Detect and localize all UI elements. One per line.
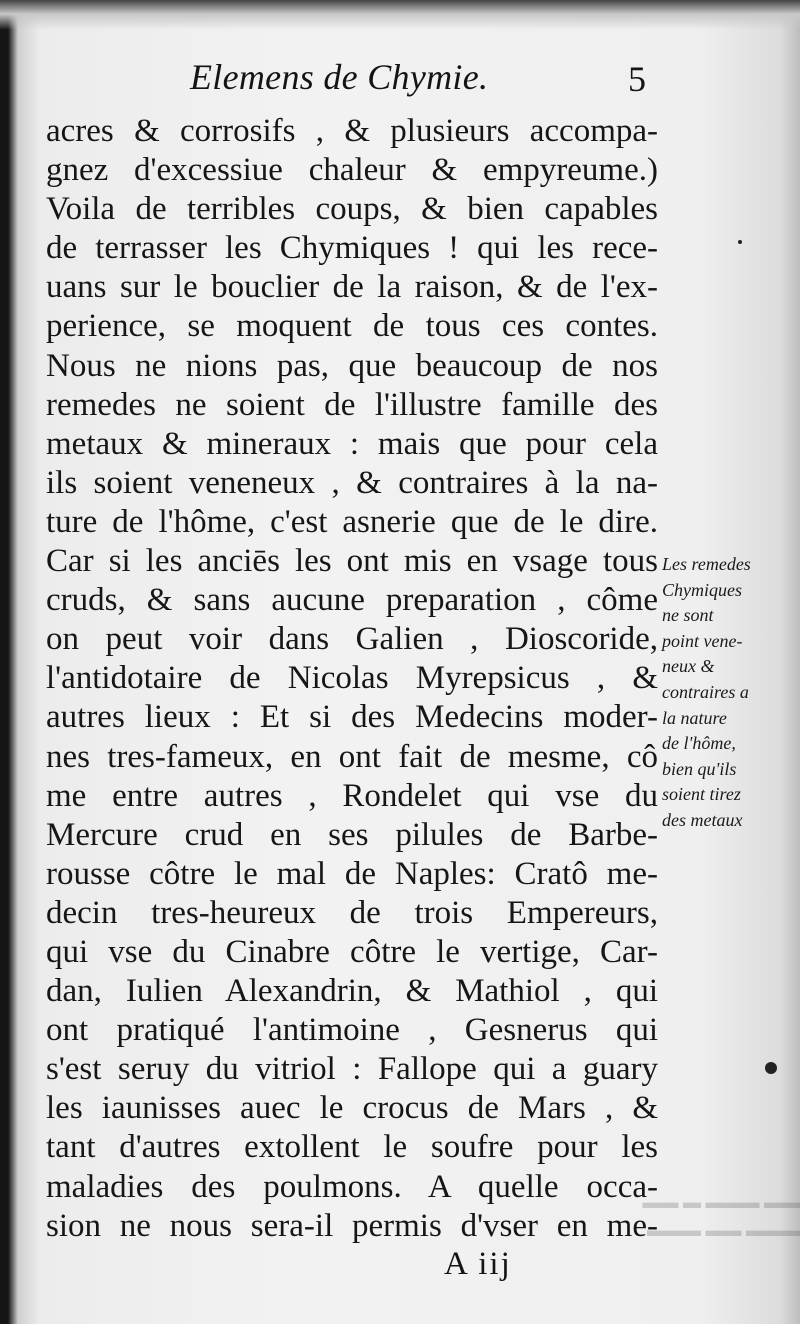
text-line: tant d'autres extollent le soufre pour les [46, 1129, 658, 1166]
text-line: me entre autres , Rondelet qui vse du [46, 777, 658, 814]
marginal-note-line: Chymiques [662, 579, 742, 600]
running-title: Elemens de Chymie. [190, 57, 489, 97]
text-line: Car si les anciēs les ont mis en vsage tous [46, 543, 658, 580]
page-header [0, 56, 800, 106]
text-line: qui vse du Cinabre côtre le vertige, Car- [46, 933, 658, 970]
text-line: l'antidotaire de Nicolas Myrepsicus , & [46, 660, 658, 697]
marginal-note-line: bien qu'ils [662, 758, 737, 779]
show-through-text: ▬▬ ▬▬▬ ▬ ▬▬ ▬▬▬ ▬▬ ▬▬▬ [642, 1192, 800, 1240]
text-line: ont pratiqué l'antimoine , Gesnerus qui [46, 1012, 658, 1049]
text-line: cruds, & sans aucune preparation , côme [46, 582, 658, 619]
ink-spot [765, 1062, 777, 1074]
text-line: Nous ne nions pas, que beaucoup de nos [46, 347, 658, 384]
marginal-note-line: ne sont [662, 605, 714, 626]
text-line: perience, se moquent de tous ces contes. [46, 308, 658, 345]
signature-mark: A iij [444, 1246, 512, 1282]
text-line: Mercure crud en ses pilules de Barbe- [46, 816, 658, 853]
marginal-note-line: point vene- [662, 630, 743, 651]
page-number: 5 [628, 59, 646, 99]
text-line: s'est seruy du vitriol : Fallope qui a guary [46, 1051, 658, 1088]
text-line: acres & corrosifs , & plusieurs accompa- [46, 113, 658, 149]
marginal-note-line: neux & [662, 656, 715, 677]
text-line: les iaunisses auec le crocus de Mars , & [46, 1090, 658, 1127]
text-line: ils soient veneneux , & contraires à la na- [46, 464, 658, 501]
marginal-note-line: la nature [662, 707, 727, 728]
text-line: autres lieux : Et si des Medecins moder- [46, 699, 658, 736]
text-line: on peut voir dans Galien , Dioscoride, [46, 621, 658, 658]
text-line: dan, Iulien Alexandrin, & Mathiol , qui [46, 973, 658, 1010]
text-line: gnez d'excessiue chaleur & empyreume.) [46, 152, 658, 189]
marginal-note-line: Les remedes [662, 554, 751, 574]
text-line: metaux & mineraux : mais que pour cela [46, 425, 658, 462]
text-line: sion ne nous sera-il permis d'vser en me- [46, 1207, 658, 1244]
text-line: remedes ne soient de l'illustre famille des [46, 386, 658, 423]
marginal-note [662, 552, 784, 834]
ink-spot [738, 240, 742, 244]
marginal-note-line: de l'hôme, [662, 733, 736, 754]
text-line: uans sur le bouclier de la raison, & de l'ex- [46, 269, 658, 306]
main-text-block [46, 112, 658, 1246]
text-line: decin tres-heureux de trois Empereurs, [46, 894, 658, 931]
marginal-note-line: contraires a [662, 681, 749, 702]
marginal-note-line: soient tirez [662, 784, 741, 805]
text-line: nes tres-fameux, en ont fait de mesme, cô [46, 738, 658, 775]
text-line: rousse côtre le mal de Naples: Cratô me- [46, 855, 658, 892]
text-line: ture de l'hôme, c'est asnerie que de le dire. [46, 503, 658, 540]
text-line: de terrasser les Chymiques ! qui les rece- [46, 230, 658, 267]
text-line: Voila de terribles coups, & bien capables [46, 191, 658, 228]
marginal-note-line: des metaux [662, 809, 743, 830]
text-line: maladies des poulmons. A quelle occa- [46, 1168, 658, 1205]
